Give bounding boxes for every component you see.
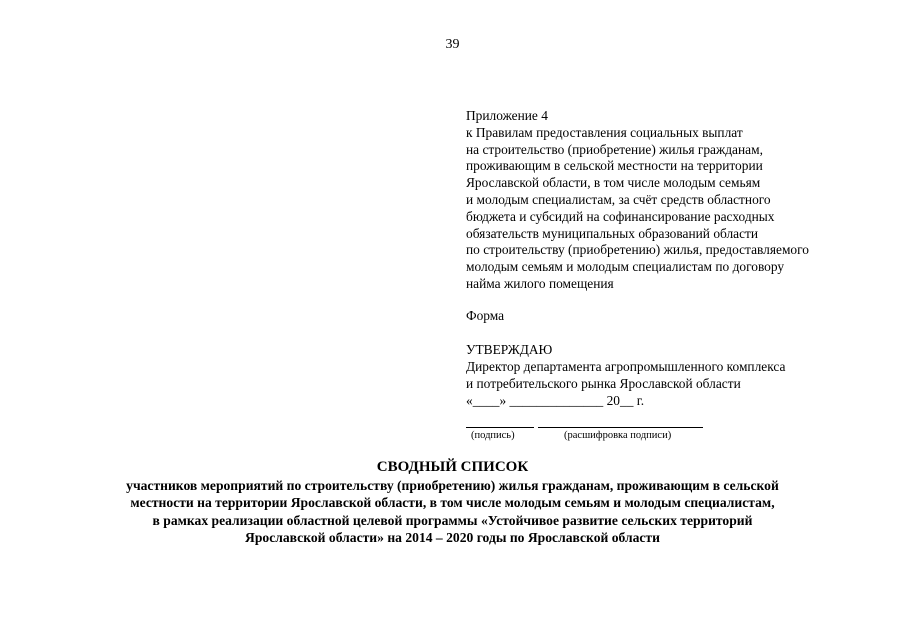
approval-heading: УТВЕРЖДАЮ xyxy=(466,342,553,357)
appendix-line: найма жилого помещения xyxy=(466,275,614,291)
form-label: Форма xyxy=(466,308,505,323)
approval-block xyxy=(466,341,896,409)
subtitle-line: Ярославской области» на 2014 – 2020 годы по Ярославской области xyxy=(245,530,660,546)
approver-position-line: Директор департамента агропромышленного комплекса xyxy=(466,359,786,374)
appendix-line: к Правилам предоставления социальных выплат xyxy=(466,124,743,140)
appendix-line: на строительство (приобретение) жилья гражданам, xyxy=(466,141,763,157)
approver-position-line: и потребительского рынка Ярославской области xyxy=(466,376,741,391)
signature-decoding-line xyxy=(538,427,703,428)
appendix-line: обязательств муниципальных образований области xyxy=(466,225,759,241)
appendix-line: молодым семьям и молодым специалистам по договору xyxy=(466,259,785,275)
subtitle-line: участников мероприятий по строительству (приобретению) жилья гражданам, проживающим в сельской xyxy=(126,478,779,493)
page-number: 39 xyxy=(445,37,460,52)
appendix-note xyxy=(466,108,896,293)
appendix-line: и молодым специалистам, за счёт средств областного xyxy=(466,191,771,207)
appendix-line: проживающим в сельской местности на территории xyxy=(466,158,763,174)
appendix-line: Ярославской области, в том числе молодым семьям xyxy=(466,175,761,191)
appendix-line: Приложение 4 xyxy=(466,108,548,123)
subtitle-line: в рамках реализации областной целевой программы «Устойчивое развитие сельских территорий xyxy=(152,512,753,528)
signature-line xyxy=(466,427,534,428)
approval-date-line: «____» ______________ 20__ г. xyxy=(466,393,645,408)
signature-decoding-caption: (расшифровка подписи) xyxy=(564,430,672,441)
signature-block xyxy=(466,415,726,445)
appendix-line: по строительству (приобретению) жилья, предоставляемого xyxy=(466,242,809,258)
subtitle-line: местности на территории Ярославской области, в том числе молодым семьям и молодым специалистам, xyxy=(130,495,775,511)
document-title: СВОДНЫЙ СПИСОК xyxy=(376,459,529,475)
document-subtitle xyxy=(60,477,845,547)
appendix-line: бюджета и субсидий на софинансирование расходных xyxy=(466,208,775,224)
signature-caption: (подпись) xyxy=(471,430,515,441)
